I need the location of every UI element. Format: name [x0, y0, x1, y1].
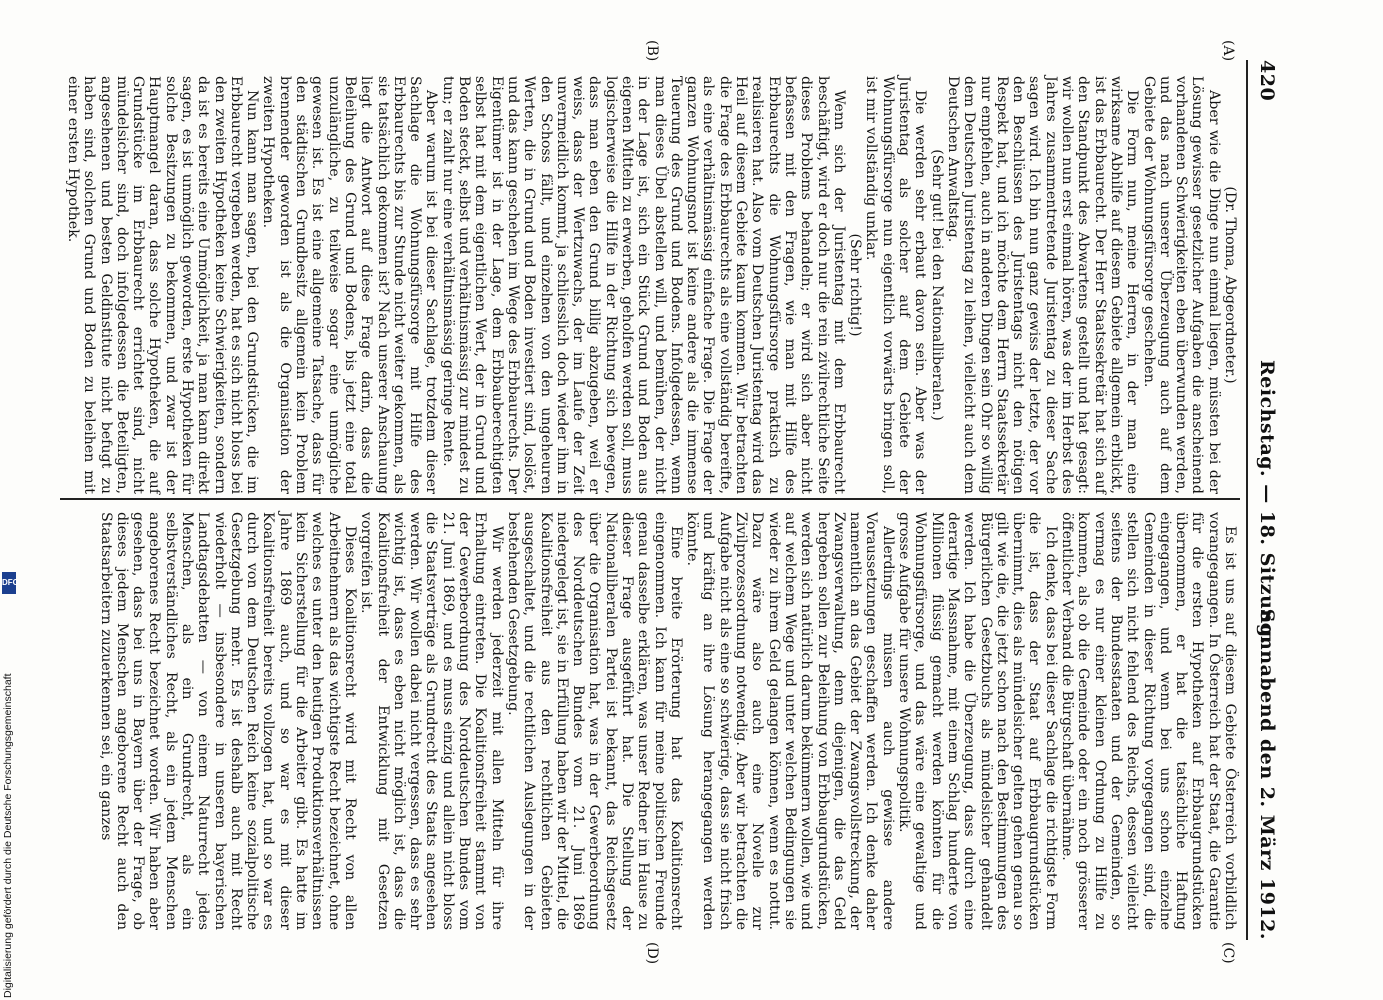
paragraph: Wir werden jederzeit mit allen Mitteln für ihre Erhaltung eintreten. Die Koalitionsfreiheit stammt von der Gewerbeordnung des Norddeutschen Bundes vom 21. Juni 1869, und es muss einzig und allein nicht bloss die Staatsverträge als Grundrecht des Staats angesehen werden. Wir wollen dabei nicht vergessen, dass es sehr wichtig ist, dass es eben nicht möglich ist, dass die Koalitionsfreiheit der Entwicklung mit Gesetzen vorgreifen ist.	[358, 512, 505, 930]
page-number: 420	[1256, 60, 1278, 102]
margin-marker-a: (A)	[1220, 40, 1236, 62]
speaker-line: (Dr. Thoma, Abgeordneter.)	[1222, 186, 1238, 384]
digitization-notice	[2, 578, 19, 998]
paragraph: Ich denke, dass bei dieser Sachlage die richtigste Form die ist, dass der Staat auf Erbbaugrundstücken übernimmt, dies als mündelsicher gelten gehen genau so gilt wie die, die jetzt schon nach den Bestimmungen des Bürgerlichen Gesetzbuchs als mündelsicher gehandelt werden. Ich habe die Überzeugung, dass durch eine derartige Massnahme, mit einem Schlag hunderte von Millionen flüssig gemacht werden könnten für die Wohnungsfürsorge, und das wäre eine gewaltige und grosse Aufgabe für unsere Wohnungspolitik.	[896, 512, 1059, 930]
paragraph: Eine breite Erörterung hat das Koalitionsrecht eingenommen. Ich kann für meine politischen Freunde genau dasselbe erklären, was unser Redner im Hause zu dieser Frage ausgeführt hat. Die Stellung der Nationalliberalen Partei ist bekannt, das Reichsgesetz über die Organisation hat, was in der Gewerbeordnung des Norddeutschen Bundes vom 21. Juni 1869 niedergelegt ist, sie in Erfüllung haben wir der Mittel, die Koalitionsfreiheit aus den rechtlichen Gebieten ausgeschaltet, und die rechtlichen Auslegungen in der bestehenden Gesetzgebung.	[504, 512, 684, 930]
interjection: (Sehr richtig!)	[847, 233, 864, 337]
paragraph: Die Form nun, meine Herren, in der man eine wirksame Abhilfe auf diesem Gebiete allgemein erblickt, ist das Erbbaurecht. Der Herr Staatssekretär hat sich auf den Standpunkt des Abwartens gestellt und hat gesagt: wir wollen nun erst einmal hören, was der im Herbst des Jahres zusammentretende Juristentag zu dieser Sache sagen wird. Ich bin nun ganz gewiss der letzte, der vor den Beschlüssen des Juristentags nicht den nötigen Respekt hat, und ich möchte dem Herrn Staatssekretär nur empfehlen, auch in anderen Dingen sein Ohr so willig dem Deutschen Juristentag zu leihen, vielleicht auch dem Deutschen Anwaltstag.	[944, 76, 1141, 494]
paragraph: Allerdings müssen auch gewisse andere Voraussetzungen geschaffen werden. Ich denke daher namentlich an das Gebiet der Zwangsvollstreckung, der Zwangsverwaltung, denn diejenigen, die das Geld hergeben sollen zur Beleihung von Erbbaugrundstücken, werden sich natürlich darum bekümmern wollen, wie und auf welchem Wege und unter welchen Bedingungen sie wieder zu ihrem Geld gelangen können, wenn es nottut. Dazu wäre also auch eine Novelle zur Zivilprozessordnung notwendig. Aber wir betrachten die Aufgabe nicht als eine so schwierige, dass sie nicht frisch und kräftig an ihre Lösung herangegangen werden könnte.	[684, 512, 896, 930]
paragraph: Aber wie die Dinge nun einmal liegen, müssten bei der Lösung gewisser gesetzlicher Aufgaben die anscheinend vorhandenen Schwierigkeiten eben überwunden werden, und das nach unserer Überzeugung auch auf dem Gebiete der Wohnungsfürsorge geschehen.	[1140, 76, 1222, 494]
interjection: (Sehr gut! bei den Nationalliberalen.)	[928, 149, 945, 421]
margin-marker-d: (D)	[644, 942, 660, 965]
header-rule	[1246, 60, 1248, 940]
margin-marker-b: (B)	[644, 40, 660, 62]
column-divider	[60, 498, 1240, 500]
page-date: Sonnabend den 2. März 1912.	[1256, 608, 1278, 940]
paragraph: Dieses Koalitionsrecht wird mit Recht von allen Arbeitnehmern als das wichtigste Recht bezeichnet, ohne welches es unter den heutigen Produktionsverhältnissen kein Sicherstellung für die Arbeiter gibt. Es hatte im Jahre 1869 auch, und so war es mit dieser Koalitionsfreiheit bereits vollzogen hat, und so war es durch von dem Deutschen Reich keine sozialpolitische Gesetzgebung mehr. Es ist deshalb auch mit Recht wiederholt — insbesondere in unseren bayerischen Landtagsdebatten — von einem Naturrecht jedes Menschen, als ein Grundrecht, als ein selbstverständliches Recht, als ein jedem Menschen angeborenes Recht bezeichnet worden. Wir haben aber gesehen, dass bei uns in Bayern über der Frage, ob dieses jedem Menschen angeborene Recht auch den Staatsarbeitern zuzuerkennen sei, ein ganzes	[97, 512, 358, 930]
left-column	[65, 76, 1238, 494]
paragraph: Wenn sich der Juristentag mit dem Erbbaurecht beschäftigt, wird er doch nur die rein zivilrechtliche Seite dieses Problems behandeln; er wird sich aber nicht befassen mit den Fragen, wie man mit Hilfe des Erbbaurechts die Wohnungsfürsorge praktisch zu realisieren hat. Also vom Deutschen Juristentag wird das Heil auf diesem Gebiete kaum kommen. Wir betrachten die Frage des Erbbaurechts als eine vollständig bereifte, als eine verhältnismässig einfache Frage. Die Frage der ganzen Wohnungsnot ist keine andere als die immense Teuerung des Grund und Bodens. Infolgedessen, wenn man dieses Übel abstellen will, und bemühen, der nicht in der Lage ist, sich ein Stück Grund und Boden aus eigenen Mitteln zu erwerben, geholfen werden soll, muss logischerweise die Hilfe in der Richtung sich bewegen, dass man eben den Grund billig abzugeben, weil er weiss, dass der Wertzuwachs, der im Laufe der Zeit unvermeidlich kommt, ja schliesslich doch wieder ihm in den Schoss fällt, und einzelnen von den ungeheuren Werten, die in Grund und Boden investiert sind, loslöst, und das kann geschehen im Wege des Erbbaurechts. Der Eigentümer ist in der Lage, dem Erbbauberechtigten selbst hat mit dem eigentlichen Wert, der in Grund und Boden steckt, selbst und verhältnismässig zur mindest zu tun; er zahlt nur eine verhältnismässig geringe Rente.	[439, 76, 847, 494]
paragraph: Es ist uns auf diesem Gebiete Österreich vorbildlich vorangegangen. In Österreich hat der Staat, die Garantie für die ersten Hypotheken auf Erbbaugrundstücken übernommen, er hat die tatsächliche Haftung eingegangen, und wenn bei uns schon einzelne Gemeinden in dieser Richtung vorgegangen sind, die stellen sich nicht fehlend des Reichs, dessen vielleicht seitens der Bundesstaaten und der Gemeinden, so vermag es nur einer kleinen Ordnung zu Hilfe zu kommen, als ob die Gemeinde oder ein noch grösserer öffentlicher Verband die Bürgschaft übernähme.	[1059, 512, 1238, 930]
digitization-notice-text: Digitalisierung gefördert durch die Deutsche Forschungsgemeinschaft	[2, 673, 14, 998]
margin-marker-c: (C)	[1220, 942, 1236, 964]
paragraph: Die werden sehr erbaut davon sein. Aber was der Juristentag als solcher auf dem Gebiete der Wohnungsfürsorge nun eigentlich vorwärts bringen soll, ist mir vollständig unklar.	[863, 76, 929, 494]
right-column	[97, 512, 1238, 930]
paragraph: Nun kann man sagen, bei den Grundstücken, die im Erbbaurecht vergeben werden, hat es sich nicht bloss bei den zweiten Hypotheken keine Schwierigkeiten, sondern da ist es bereits eine Unmöglichkeit, ja man kann direkt sagen, es ist unmöglich geworden, erste Hypotheken für solche Besitzungen zu bekommen, und zwar ist der Hauptmangel daran, dass solche Hypotheken, die auf Grundstücke im Erbbaurecht errichtet sind, nicht mündelsicher sind, doch infolgedessen die Beteiligten, angesehenen und besten Geldinstitute nicht befugt zu haben sind, solchen Grund und Boden zu beleihen mit einer ersten Hypothek.	[64, 76, 261, 494]
paragraph: Aber warum ist bei dieser Sachlage, trotzdem dieser Sachlage die Wohnungsfürsorge mit Hilfe des Erbbaurechts bis zur Stunde nicht weiter gekommen, als sie tatsächlich gekommen ist? Nach unserer Anschauung liegt die Antwort auf diese Frage darin, dass die Beleihung des Grund und Bodens, bis jetzt eine total unzulängliche, zu teilweise sogar eine unmögliche gewesen ist. Es ist eine allgemeine Tatsache, dass für den städtischen Grundbesitz allgemein kein Problem brennender geworden ist als die Organisation der zweiten Hypotheken.	[260, 76, 440, 494]
page-title: Reichstag. — 18. Sitzung.	[1256, 360, 1278, 645]
dfg-logo: DFG	[2, 572, 16, 594]
page-header	[1250, 60, 1278, 940]
